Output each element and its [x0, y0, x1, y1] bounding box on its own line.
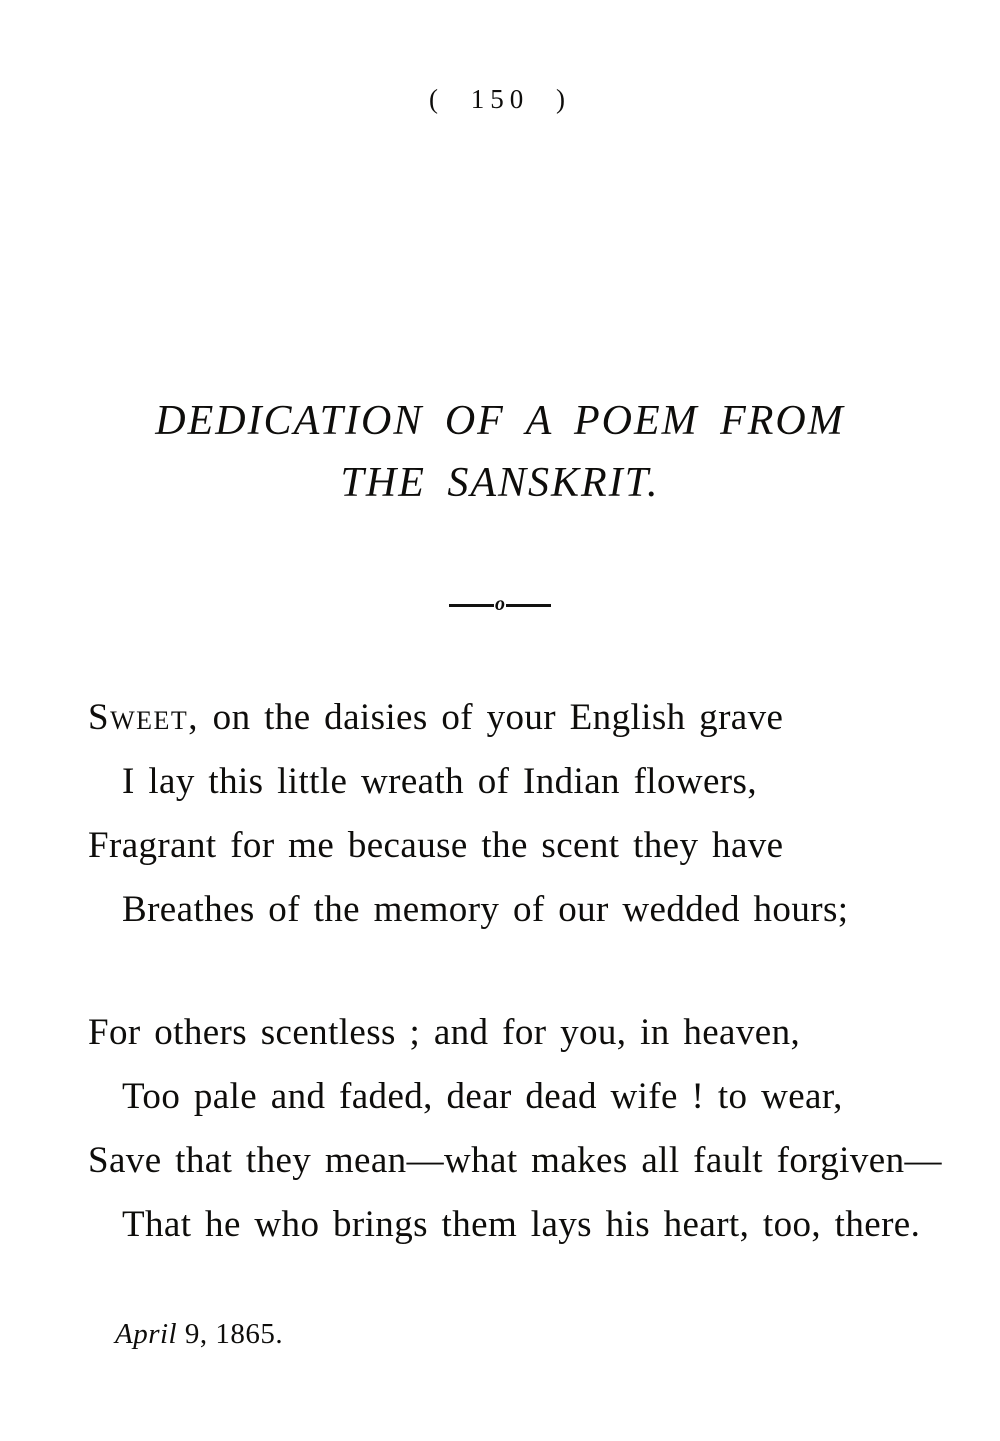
stanza-1: [88, 686, 970, 942]
poem-line-1-text: on the daisies of your English grave: [199, 697, 784, 738]
poem-title: [0, 390, 1000, 514]
poem-line-6: Too pale and faded, dear dead wife ! to wear,: [122, 1076, 843, 1117]
date-month: April: [115, 1318, 178, 1350]
poem-line-5: For others scentless ; and for you, in heaven,: [88, 1012, 801, 1053]
poem-title-line-2: THE SANSKRIT.: [340, 460, 660, 506]
poem-line-2: I lay this little wreath of Indian flowers,: [122, 761, 757, 802]
stanza-2: [88, 1001, 970, 1257]
poem-line-1: [88, 686, 970, 750]
poem-line-3: Fragrant for me because the scent they have: [88, 825, 784, 866]
date-rest: 9, 1865.: [177, 1318, 284, 1350]
poem-line-8: That he who brings them lays his heart, too, there.: [122, 1204, 921, 1245]
poem-line-7: Save that they mean—what makes all fault forgiven—: [88, 1140, 942, 1181]
divider-rule-right: [506, 604, 551, 607]
poem-line-4: Breathes of the memory of our wedded hours;: [122, 889, 849, 930]
date-line: [115, 1318, 283, 1351]
page-number: ( 150 ): [429, 84, 571, 114]
divider-ornament: o: [495, 593, 505, 615]
poem-body: [88, 686, 970, 1257]
poem-line-1-lead-word: Sweet,: [88, 697, 200, 738]
section-divider: [0, 592, 1000, 618]
poem-title-line-1: DEDICATION OF A POEM FROM: [155, 398, 845, 444]
divider-rule-left: [449, 604, 494, 607]
